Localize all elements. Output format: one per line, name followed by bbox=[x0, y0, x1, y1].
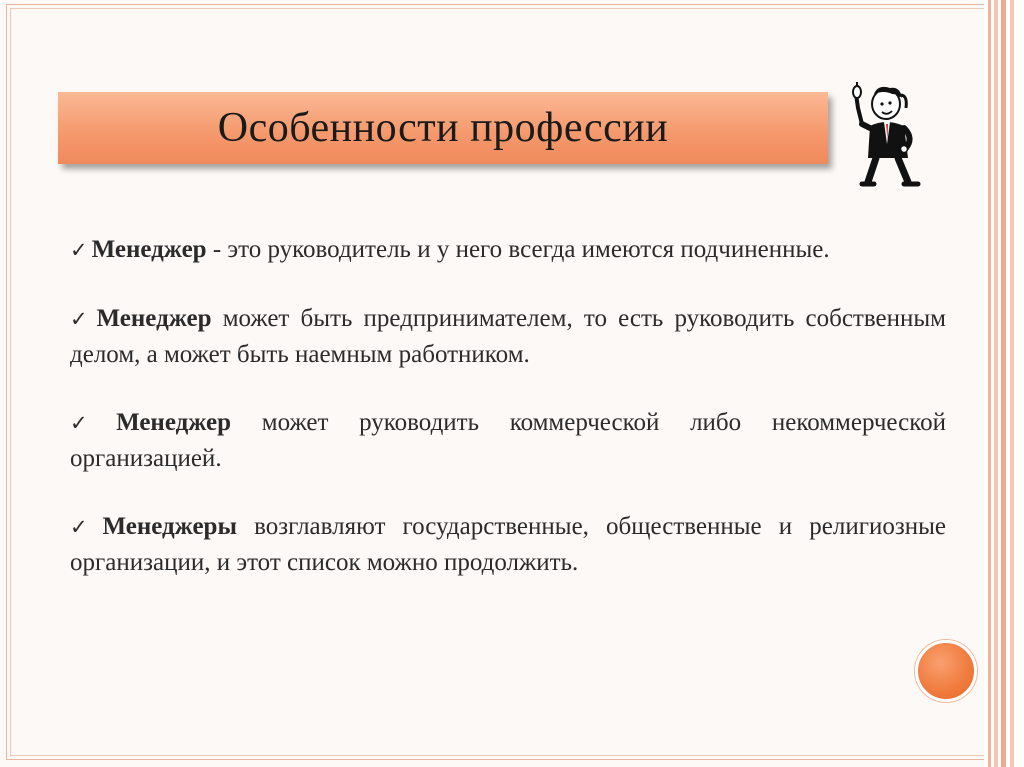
keyword: Менеджеры bbox=[102, 513, 237, 540]
checkmark-icon: ✓ bbox=[70, 307, 93, 331]
page-title: Особенности профессии bbox=[217, 105, 669, 151]
decorative-circle bbox=[915, 640, 977, 702]
paragraph-text: возглавляют государственные, общественные и религиозные организации, и этот список можно продолжить. bbox=[70, 513, 946, 576]
list-item bbox=[70, 509, 946, 580]
bullet-list bbox=[70, 232, 946, 613]
checkmark-icon: ✓ bbox=[70, 515, 99, 539]
paragraph-text: может руководить коммерческой либо некоммерческой организацией. bbox=[70, 409, 946, 472]
keyword: Менеджер bbox=[116, 409, 232, 436]
paragraph-text: - это руководитель и у него всегда имеются подчиненные. bbox=[206, 236, 830, 263]
list-item bbox=[70, 232, 946, 268]
title-banner bbox=[58, 92, 828, 164]
decorative-stripes bbox=[984, 0, 1024, 767]
keyword: Менеджер bbox=[91, 236, 207, 263]
checkmark-icon: ✓ bbox=[70, 238, 88, 262]
man-pointing-up-icon bbox=[842, 82, 932, 192]
keyword: Менеджер bbox=[96, 305, 212, 332]
list-item bbox=[70, 405, 946, 476]
checkmark-icon: ✓ bbox=[70, 411, 113, 435]
paragraph-text: может быть предпринимателем, то есть руководить собственным делом, а может быть наемным работником. bbox=[70, 305, 946, 368]
list-item bbox=[70, 301, 946, 372]
